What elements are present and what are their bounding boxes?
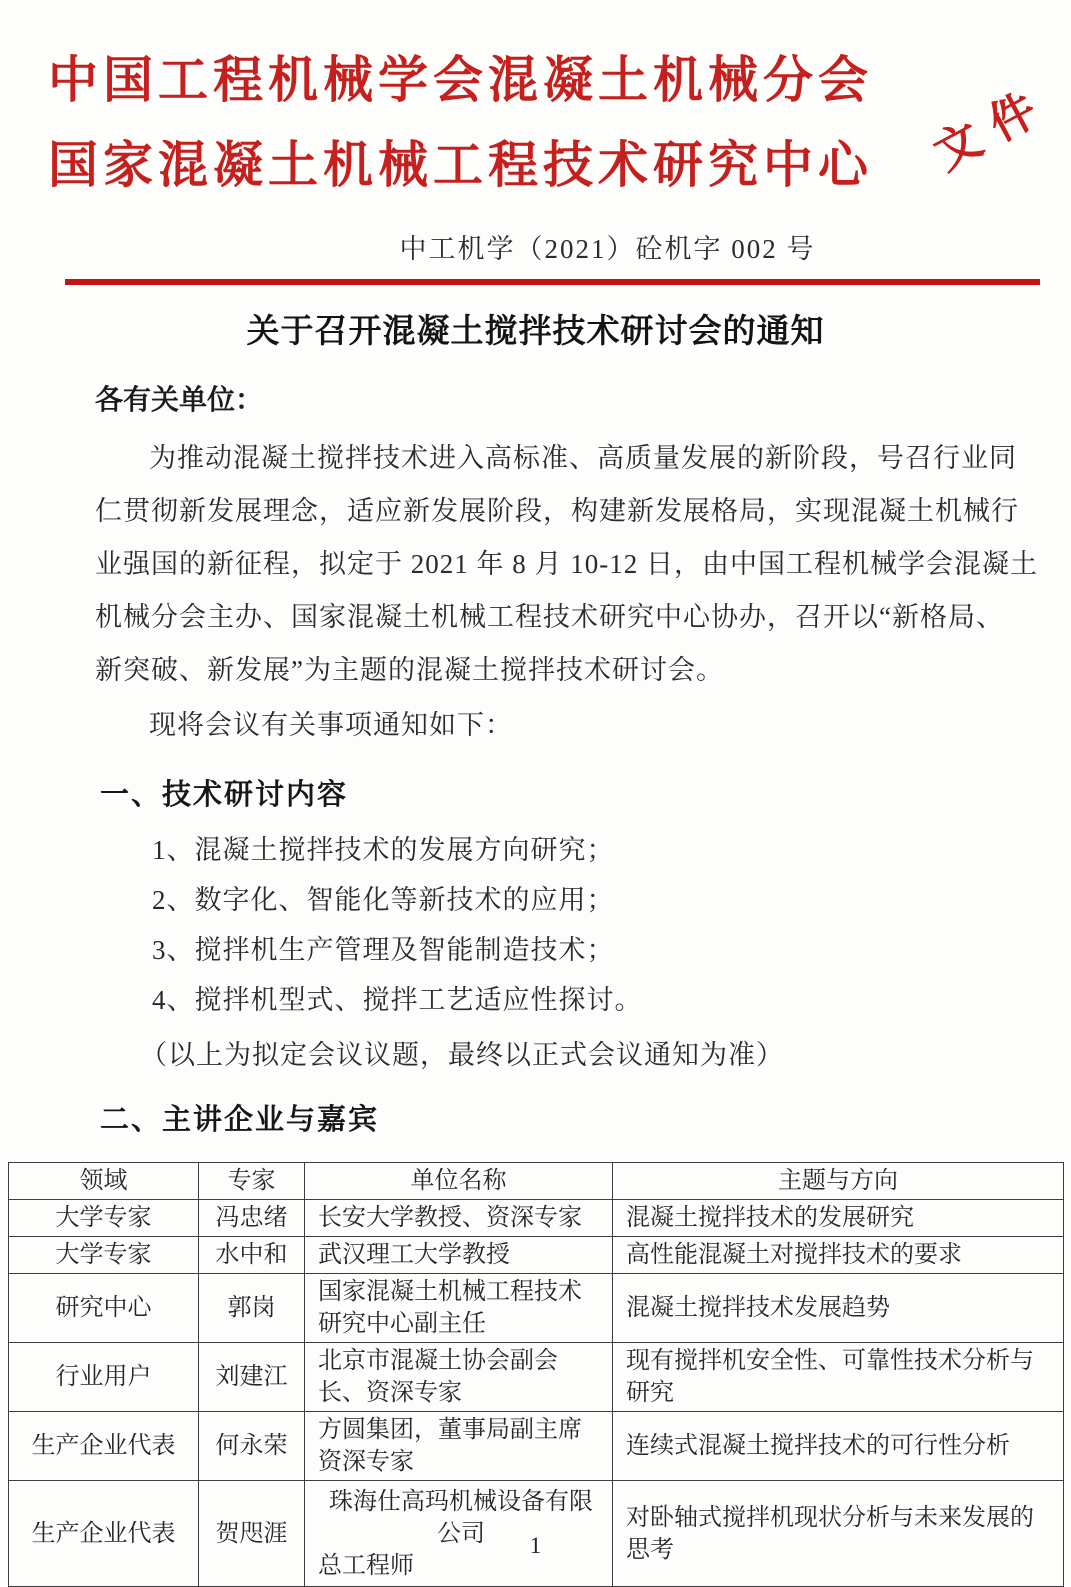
cell-expert: 冯忠绪 [199, 1200, 305, 1237]
lead-in-line: 现将会议有关事项通知如下： [149, 710, 513, 740]
unit-line: 武汉理工大学教授 [318, 1242, 510, 1268]
unit-line: 方圆集团，董事局副主席 [318, 1417, 582, 1443]
column-header-field: 领域 [9, 1163, 199, 1200]
cell-topic: 混凝土搅拌技术的发展研究 [613, 1200, 1064, 1237]
unit-line: 总工程师 [318, 1552, 414, 1579]
page-number: 1 [529, 1533, 542, 1558]
guest-table [8, 1162, 1064, 1587]
cell-expert: 郭岗 [199, 1274, 305, 1343]
cell-expert: 何永荣 [199, 1412, 305, 1481]
cell-topic: 高性能混凝土对搅拌技术的要求 [613, 1237, 1064, 1274]
intro-line: 仁贯彻新发展理念，适应新发展阶段，构建新发展格局，实现混凝土机械行 [95, 496, 1019, 526]
cell-topic: 混凝土搅拌技术发展趋势 [613, 1274, 1064, 1343]
cell-field: 生产企业代表 [9, 1481, 199, 1587]
document-number: 中工机学（2021）砼机字 002 号 [399, 234, 816, 264]
table-row [9, 1412, 1064, 1481]
cell-field: 研究中心 [9, 1274, 199, 1343]
cell-unit [305, 1274, 613, 1343]
section-2-heading: 二、主讲企业与嘉宾 [100, 1104, 380, 1136]
agenda-item-4: 4、搅拌机型式、搅拌工艺适应性探讨。 [152, 985, 643, 1015]
intro-paragraph [95, 432, 1038, 697]
cell-expert: 水中和 [199, 1237, 305, 1274]
cell-unit [305, 1412, 613, 1481]
page-title: 关于召开混凝土搅拌技术研讨会的通知 [246, 312, 825, 349]
agenda-item-3: 3、搅拌机生产管理及智能制造技术； [152, 935, 615, 965]
cell-field: 生产企业代表 [9, 1412, 199, 1481]
letterhead-rule [65, 279, 1040, 285]
agenda-list [152, 825, 1071, 1025]
unit-line: 珠海仕高玛机械设备有限公司 [329, 1488, 593, 1547]
org-name-line-1: 中国工程机械学会混凝土机械分会 [48, 52, 873, 108]
table-row [9, 1274, 1064, 1343]
column-header-topic: 主题与方向 [613, 1163, 1064, 1200]
section-1-heading: 一、技术研讨内容 [100, 779, 349, 811]
column-header-expert: 专家 [199, 1163, 305, 1200]
table-row [9, 1343, 1064, 1412]
salutation: 各有关单位： [95, 384, 264, 415]
intro-line: 业强国的新征程，拟定于 2021 年 8 月 10-12 日，由中国工程机械学会混凝土 [95, 549, 1038, 579]
agenda-item-2: 2、数字化、智能化等新技术的应用； [152, 885, 615, 915]
intro-line: 机械分会主办、国家混凝土机械工程技术研究中心协办，召开以“新格局、 [95, 602, 1004, 632]
unit-line: 国家混凝土机械工程技术研究中心副主任 [318, 1279, 582, 1337]
letterhead [0, 0, 1071, 285]
cell-field: 大学专家 [9, 1237, 199, 1274]
table-row [9, 1237, 1064, 1274]
cell-unit [305, 1343, 613, 1412]
unit-line: 资深专家 [318, 1449, 414, 1475]
agenda-note: （以上为拟定会议议题，最终以正式会议通知为准） [140, 1040, 784, 1070]
intro-line: 为推动混凝土搅拌技术进入高标准、高质量发展的新阶段，号召行业同 [149, 443, 1017, 473]
cell-unit [305, 1200, 613, 1237]
intro-line: 新突破、新发展”为主题的混凝土搅拌技术研讨会。 [95, 655, 724, 685]
unit-line: 长安大学教授、资深专家 [318, 1205, 582, 1231]
table-header-row [9, 1163, 1064, 1200]
cell-expert: 贺咫涯 [199, 1481, 305, 1587]
unit-line: 北京市混凝土协会副会长、资深专家 [318, 1348, 558, 1406]
cell-field: 行业用户 [9, 1343, 199, 1412]
table-row [9, 1200, 1064, 1237]
cell-expert: 刘建江 [199, 1343, 305, 1412]
cell-topic: 连续式混凝土搅拌技术的可行性分析 [613, 1412, 1064, 1481]
document-stamp-label: 文件 [925, 75, 1060, 180]
agenda-item-1: 1、混凝土搅拌技术的发展方向研究； [152, 835, 615, 865]
cell-topic: 对卧轴式搅拌机现状分析与未来发展的思考 [613, 1481, 1064, 1587]
org-name-line-2: 国家混凝土机械工程技术研究中心 [48, 137, 873, 193]
cell-unit [305, 1237, 613, 1274]
cell-topic: 现有搅拌机安全性、可靠性技术分析与研究 [613, 1343, 1064, 1412]
org-name-block [0, 50, 1071, 195]
column-header-unit: 单位名称 [305, 1163, 613, 1200]
cell-field: 大学专家 [9, 1200, 199, 1237]
